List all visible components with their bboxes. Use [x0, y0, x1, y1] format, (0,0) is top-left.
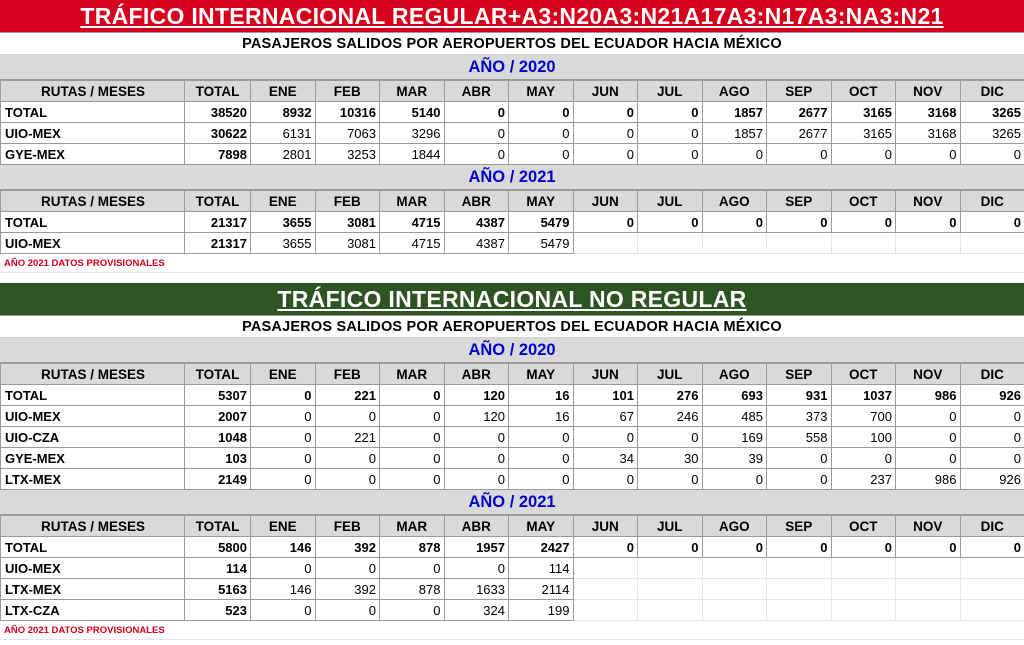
value-cell: 0	[638, 123, 703, 144]
value-cell: 0	[960, 448, 1024, 469]
route-cell: UIO-MEX	[1, 233, 185, 254]
value-cell: 0	[444, 144, 509, 165]
value-cell: 0	[638, 469, 703, 490]
route-cell: TOTAL	[1, 385, 185, 406]
column-header: ABR	[444, 364, 509, 385]
value-cell: 0	[896, 537, 961, 558]
value-cell: 0	[509, 144, 574, 165]
column-header: OCT	[831, 516, 896, 537]
column-header: JUN	[573, 81, 638, 102]
year-label: AÑO / 2021	[0, 165, 1024, 190]
table-row	[1, 102, 1024, 123]
section-subtitle: PASAJEROS SALIDOS POR AEROPUERTOS DEL ECUADOR HACIA MÉXICO	[0, 33, 1024, 55]
value-cell: 1857	[702, 123, 767, 144]
value-cell: 693	[702, 385, 767, 406]
value-cell: 5163	[185, 579, 251, 600]
route-cell: UIO-MEX	[1, 123, 185, 144]
value-cell: 0	[380, 448, 445, 469]
value-cell: 276	[638, 385, 703, 406]
table-header-row	[1, 364, 1024, 385]
value-cell: 146	[251, 579, 316, 600]
value-cell	[573, 558, 638, 579]
value-cell: 30	[638, 448, 703, 469]
value-cell: 0	[831, 212, 896, 233]
value-cell: 0	[444, 427, 509, 448]
value-cell: 237	[831, 469, 896, 490]
value-cell: 373	[767, 406, 832, 427]
value-cell	[638, 579, 703, 600]
value-cell: 3165	[831, 123, 896, 144]
value-cell: 114	[509, 558, 574, 579]
value-cell: 0	[444, 469, 509, 490]
value-cell	[638, 558, 703, 579]
value-cell	[960, 579, 1024, 600]
value-cell: 0	[767, 537, 832, 558]
column-header: FEB	[315, 364, 380, 385]
value-cell	[831, 600, 896, 621]
section-title: TRÁFICO INTERNACIONAL REGULAR+A3:N20A3:N21A17A3:N17A3:NA3:N21	[0, 0, 1024, 33]
value-cell: 0	[444, 102, 509, 123]
value-cell	[573, 233, 638, 254]
table-header-row	[1, 516, 1024, 537]
value-cell: 0	[573, 537, 638, 558]
value-cell: 0	[251, 448, 316, 469]
table-row	[1, 427, 1024, 448]
value-cell: 67	[573, 406, 638, 427]
column-header: JUL	[638, 516, 703, 537]
provisional-note: AÑO 2021 DATOS PROVISIONALES	[0, 621, 1024, 640]
value-cell: 6131	[251, 123, 316, 144]
value-cell: 221	[315, 427, 380, 448]
value-cell: 0	[573, 469, 638, 490]
value-cell: 0	[896, 406, 961, 427]
value-cell	[702, 233, 767, 254]
value-cell	[638, 600, 703, 621]
column-header: DIC	[960, 516, 1024, 537]
section-spacer	[0, 273, 1024, 283]
value-cell: 0	[702, 537, 767, 558]
value-cell: 7898	[185, 144, 251, 165]
column-header: OCT	[831, 364, 896, 385]
table-row	[1, 233, 1024, 254]
value-cell	[767, 579, 832, 600]
column-header: FEB	[315, 191, 380, 212]
column-header: ENE	[251, 81, 316, 102]
value-cell: 324	[444, 600, 509, 621]
value-cell: 878	[380, 537, 445, 558]
table-header-row	[1, 191, 1024, 212]
value-cell: 3655	[251, 233, 316, 254]
value-cell: 146	[251, 537, 316, 558]
column-header: DIC	[960, 191, 1024, 212]
value-cell: 0	[702, 212, 767, 233]
value-cell: 0	[702, 469, 767, 490]
value-cell: 0	[509, 469, 574, 490]
route-cell: TOTAL	[1, 537, 185, 558]
value-cell	[960, 600, 1024, 621]
value-cell: 39	[702, 448, 767, 469]
value-cell: 878	[380, 579, 445, 600]
value-cell: 485	[702, 406, 767, 427]
value-cell: 0	[315, 469, 380, 490]
value-cell: 7063	[315, 123, 380, 144]
table-header-row	[1, 81, 1024, 102]
value-cell: 0	[767, 212, 832, 233]
value-cell: 169	[702, 427, 767, 448]
value-cell	[638, 233, 703, 254]
value-cell: 3165	[831, 102, 896, 123]
table-row	[1, 448, 1024, 469]
value-cell: 0	[896, 212, 961, 233]
value-cell: 5479	[509, 212, 574, 233]
value-cell: 986	[896, 469, 961, 490]
column-header: RUTAS / MESES	[1, 191, 185, 212]
value-cell: 3081	[315, 212, 380, 233]
column-header: ENE	[251, 516, 316, 537]
column-header: DIC	[960, 81, 1024, 102]
route-cell: LTX-MEX	[1, 469, 185, 490]
value-cell: 0	[831, 448, 896, 469]
value-cell: 0	[638, 537, 703, 558]
value-cell: 0	[380, 469, 445, 490]
column-header: FEB	[315, 516, 380, 537]
column-header: AGO	[702, 81, 767, 102]
value-cell: 2677	[767, 123, 832, 144]
value-cell: 4715	[380, 233, 445, 254]
value-cell: 3296	[380, 123, 445, 144]
column-header: MAY	[509, 364, 574, 385]
value-cell	[896, 558, 961, 579]
value-cell: 10316	[315, 102, 380, 123]
value-cell: 0	[638, 212, 703, 233]
provisional-note: AÑO 2021 DATOS PROVISIONALES	[0, 254, 1024, 273]
value-cell: 392	[315, 579, 380, 600]
value-cell: 3253	[315, 144, 380, 165]
value-cell: 4715	[380, 212, 445, 233]
table-row	[1, 537, 1024, 558]
value-cell: 21317	[185, 212, 251, 233]
value-cell: 0	[251, 406, 316, 427]
value-cell: 16	[509, 406, 574, 427]
value-cell: 0	[380, 385, 445, 406]
value-cell: 0	[509, 102, 574, 123]
value-cell	[831, 558, 896, 579]
value-cell	[960, 558, 1024, 579]
value-cell: 0	[509, 427, 574, 448]
value-cell	[896, 600, 961, 621]
value-cell: 0	[315, 558, 380, 579]
value-cell: 0	[380, 427, 445, 448]
column-header: MAY	[509, 81, 574, 102]
route-cell: TOTAL	[1, 102, 185, 123]
column-header: RUTAS / MESES	[1, 81, 185, 102]
route-cell: UIO-MEX	[1, 558, 185, 579]
value-cell: 5307	[185, 385, 251, 406]
value-cell: 16	[509, 385, 574, 406]
column-header: JUN	[573, 191, 638, 212]
value-cell: 0	[509, 123, 574, 144]
value-cell: 3655	[251, 212, 316, 233]
table-row	[1, 469, 1024, 490]
traffic-table	[0, 363, 1024, 490]
column-header: JUL	[638, 191, 703, 212]
value-cell: 4387	[444, 233, 509, 254]
value-cell: 0	[960, 406, 1024, 427]
value-cell: 0	[573, 102, 638, 123]
value-cell: 0	[315, 600, 380, 621]
column-header: SEP	[767, 516, 832, 537]
value-cell: 0	[251, 600, 316, 621]
route-cell: LTX-MEX	[1, 579, 185, 600]
value-cell: 0	[380, 406, 445, 427]
value-cell: 0	[960, 427, 1024, 448]
value-cell: 0	[251, 558, 316, 579]
value-cell	[702, 600, 767, 621]
column-header: MAR	[380, 81, 445, 102]
traffic-table	[0, 190, 1024, 254]
value-cell: 0	[960, 144, 1024, 165]
value-cell: 700	[831, 406, 896, 427]
value-cell: 0	[380, 558, 445, 579]
value-cell	[702, 558, 767, 579]
value-cell: 0	[315, 406, 380, 427]
year-label: AÑO / 2020	[0, 338, 1024, 363]
value-cell: 0	[767, 448, 832, 469]
value-cell: 0	[251, 469, 316, 490]
value-cell: 100	[831, 427, 896, 448]
value-cell: 392	[315, 537, 380, 558]
value-cell	[831, 579, 896, 600]
column-header: OCT	[831, 191, 896, 212]
column-header: RUTAS / MESES	[1, 516, 185, 537]
value-cell: 0	[251, 385, 316, 406]
column-header: JUL	[638, 81, 703, 102]
value-cell	[573, 600, 638, 621]
column-header: ENE	[251, 191, 316, 212]
value-cell: 0	[960, 212, 1024, 233]
value-cell	[960, 233, 1024, 254]
value-cell: 246	[638, 406, 703, 427]
column-header: DIC	[960, 364, 1024, 385]
value-cell	[767, 233, 832, 254]
value-cell: 0	[638, 427, 703, 448]
traffic-table	[0, 515, 1024, 621]
column-header: FEB	[315, 81, 380, 102]
year-label: AÑO / 2021	[0, 490, 1024, 515]
column-header: NOV	[896, 81, 961, 102]
column-header: SEP	[767, 364, 832, 385]
value-cell: 114	[185, 558, 251, 579]
value-cell: 2114	[509, 579, 574, 600]
value-cell: 2007	[185, 406, 251, 427]
value-cell: 21317	[185, 233, 251, 254]
value-cell: 101	[573, 385, 638, 406]
value-cell	[767, 558, 832, 579]
column-header: SEP	[767, 81, 832, 102]
value-cell: 1633	[444, 579, 509, 600]
value-cell: 199	[509, 600, 574, 621]
value-cell: 1857	[702, 102, 767, 123]
value-cell: 5140	[380, 102, 445, 123]
column-header: TOTAL	[185, 191, 251, 212]
value-cell: 926	[960, 469, 1024, 490]
column-header: MAY	[509, 191, 574, 212]
value-cell: 2677	[767, 102, 832, 123]
value-cell: 1844	[380, 144, 445, 165]
table-row	[1, 385, 1024, 406]
table-row	[1, 406, 1024, 427]
value-cell: 0	[509, 448, 574, 469]
column-header: TOTAL	[185, 81, 251, 102]
value-cell: 1048	[185, 427, 251, 448]
value-cell: 5800	[185, 537, 251, 558]
value-cell: 0	[573, 123, 638, 144]
column-header: JUN	[573, 364, 638, 385]
value-cell	[896, 579, 961, 600]
value-cell: 1037	[831, 385, 896, 406]
value-cell	[896, 233, 961, 254]
value-cell: 523	[185, 600, 251, 621]
column-header: TOTAL	[185, 364, 251, 385]
value-cell: 221	[315, 385, 380, 406]
value-cell: 0	[444, 123, 509, 144]
value-cell: 2801	[251, 144, 316, 165]
value-cell: 1957	[444, 537, 509, 558]
column-header: JUN	[573, 516, 638, 537]
value-cell: 8932	[251, 102, 316, 123]
value-cell: 558	[767, 427, 832, 448]
column-header: TOTAL	[185, 516, 251, 537]
table-row	[1, 579, 1024, 600]
year-label: AÑO / 2020	[0, 55, 1024, 80]
column-header: OCT	[831, 81, 896, 102]
value-cell: 0	[767, 144, 832, 165]
section-title: TRÁFICO INTERNACIONAL NO REGULAR	[0, 283, 1024, 316]
value-cell	[702, 579, 767, 600]
traffic-table	[0, 80, 1024, 165]
value-cell: 0	[702, 144, 767, 165]
value-cell: 30622	[185, 123, 251, 144]
value-cell: 38520	[185, 102, 251, 123]
column-header: AGO	[702, 364, 767, 385]
table-row	[1, 600, 1024, 621]
column-header: MAR	[380, 516, 445, 537]
value-cell: 0	[896, 448, 961, 469]
value-cell: 0	[251, 427, 316, 448]
route-cell: LTX-CZA	[1, 600, 185, 621]
column-header: RUTAS / MESES	[1, 364, 185, 385]
value-cell: 3081	[315, 233, 380, 254]
table-row	[1, 558, 1024, 579]
value-cell: 120	[444, 385, 509, 406]
section-subtitle: PASAJEROS SALIDOS POR AEROPUERTOS DEL ECUADOR HACIA MÉXICO	[0, 316, 1024, 338]
value-cell	[831, 233, 896, 254]
value-cell: 2427	[509, 537, 574, 558]
route-cell: UIO-CZA	[1, 427, 185, 448]
value-cell: 0	[573, 144, 638, 165]
value-cell: 120	[444, 406, 509, 427]
value-cell: 931	[767, 385, 832, 406]
value-cell: 34	[573, 448, 638, 469]
column-header: ABR	[444, 191, 509, 212]
table-row	[1, 144, 1024, 165]
route-cell: GYE-MEX	[1, 448, 185, 469]
value-cell: 0	[896, 144, 961, 165]
value-cell: 0	[638, 102, 703, 123]
value-cell: 5479	[509, 233, 574, 254]
column-header: ABR	[444, 516, 509, 537]
value-cell: 0	[573, 212, 638, 233]
value-cell	[573, 579, 638, 600]
column-header: NOV	[896, 191, 961, 212]
value-cell: 0	[638, 144, 703, 165]
column-header: JUL	[638, 364, 703, 385]
value-cell: 0	[896, 427, 961, 448]
value-cell: 3168	[896, 102, 961, 123]
column-header: ENE	[251, 364, 316, 385]
value-cell: 926	[960, 385, 1024, 406]
route-cell: TOTAL	[1, 212, 185, 233]
route-cell: GYE-MEX	[1, 144, 185, 165]
column-header: NOV	[896, 516, 961, 537]
value-cell: 3265	[960, 102, 1024, 123]
table-row	[1, 123, 1024, 144]
value-cell: 0	[315, 448, 380, 469]
value-cell: 3265	[960, 123, 1024, 144]
table-row	[1, 212, 1024, 233]
value-cell: 2149	[185, 469, 251, 490]
value-cell: 4387	[444, 212, 509, 233]
column-header: AGO	[702, 191, 767, 212]
column-header: ABR	[444, 81, 509, 102]
value-cell: 986	[896, 385, 961, 406]
route-cell: UIO-MEX	[1, 406, 185, 427]
value-cell: 0	[444, 558, 509, 579]
column-header: NOV	[896, 364, 961, 385]
value-cell: 0	[380, 600, 445, 621]
value-cell: 3168	[896, 123, 961, 144]
value-cell: 0	[831, 144, 896, 165]
value-cell: 0	[573, 427, 638, 448]
value-cell: 0	[444, 448, 509, 469]
column-header: AGO	[702, 516, 767, 537]
value-cell: 0	[960, 537, 1024, 558]
column-header: MAY	[509, 516, 574, 537]
value-cell: 0	[767, 469, 832, 490]
column-header: MAR	[380, 364, 445, 385]
value-cell: 103	[185, 448, 251, 469]
value-cell: 0	[831, 537, 896, 558]
value-cell	[767, 600, 832, 621]
column-header: MAR	[380, 191, 445, 212]
column-header: SEP	[767, 191, 832, 212]
